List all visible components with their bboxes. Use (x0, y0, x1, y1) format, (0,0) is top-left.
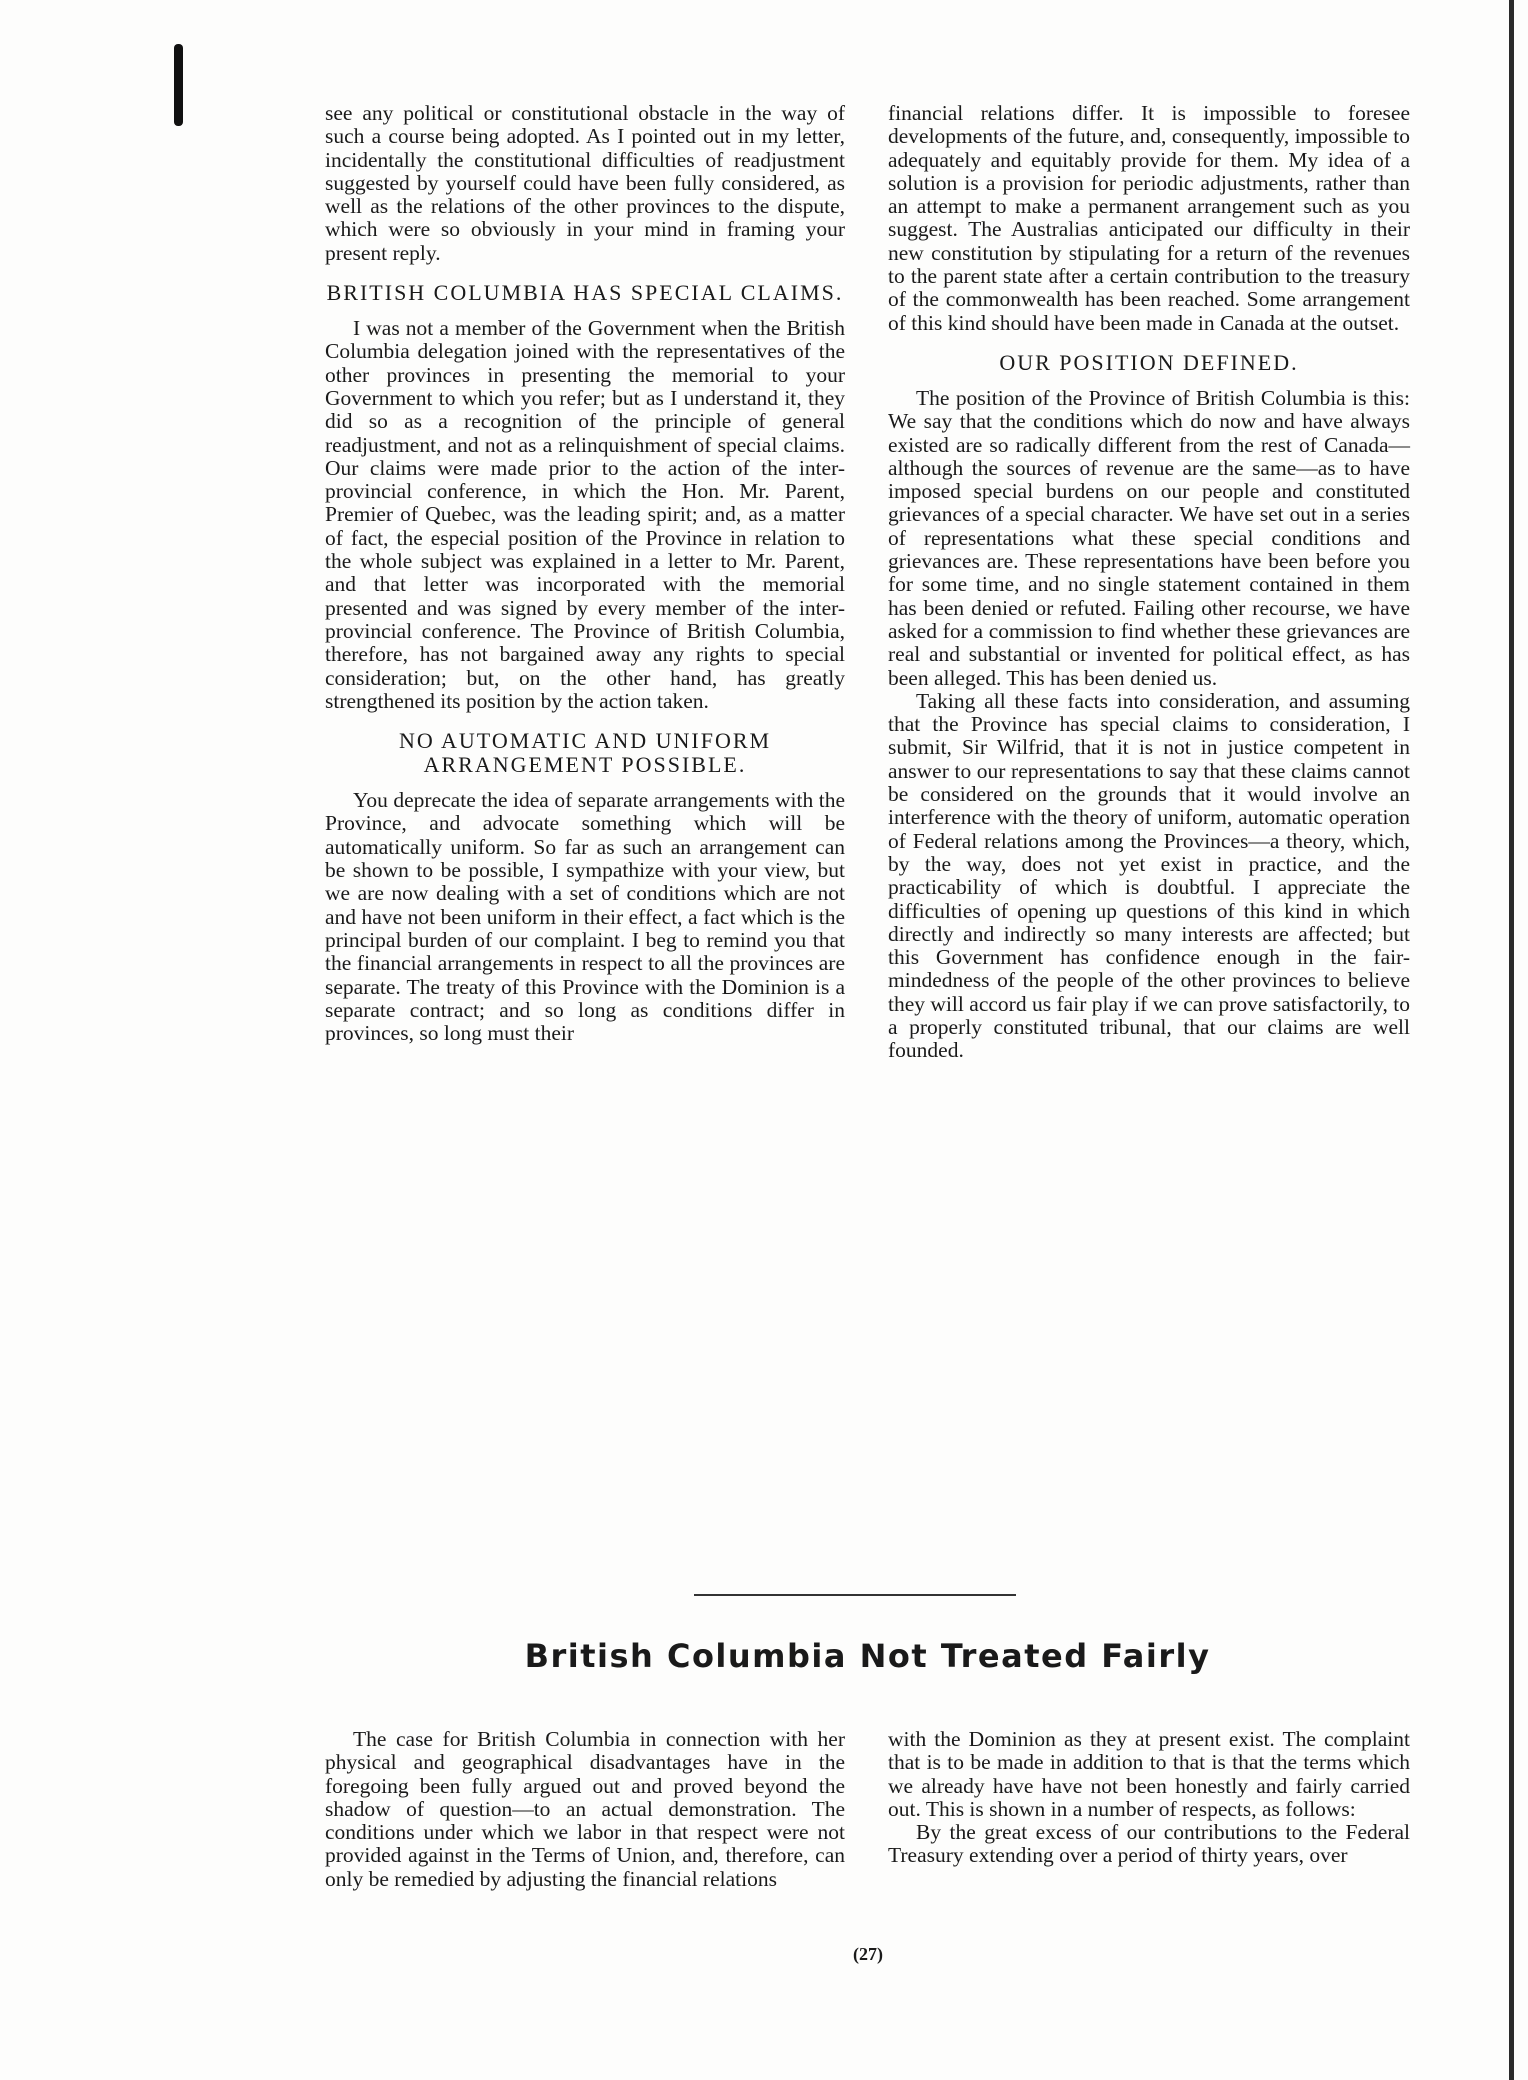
paragraph-no-automatic: You deprecate the idea of separate arrangements with the Province, and advocate something which will be automatically uniform. So far as such an arrangement can be shown to be possible, I sympathize with your view, but we are now dealing with a set of conditions which are not and have not been uniform in their effect, a fact which is the principal burden of our complaint. I beg to remind you that the financial arrangements in respect to all the provinces are separate. The treaty of this Province with the Dominion is a separate contract; and so long as conditions differ in provinces, so long must their (325, 788, 845, 1046)
paragraph-great-excess: By the great excess of our contributions to the Federal Treasury extending over a period of thirty years, over (888, 1820, 1410, 1868)
section-heading: British Columbia Not Treated Fairly (524, 1637, 1211, 1675)
heading-position-defined: OUR POSITION DEFINED. (999, 349, 1299, 375)
heading-special-claims: BRITISH COLUMBIA HAS SPECIAL CLAIMS. (326, 280, 844, 306)
page-number: (27) (853, 1944, 883, 1964)
column-right-lower (888, 1728, 1410, 1868)
section-divider-rule (694, 1594, 1016, 1596)
page-edge-shadow (1509, 0, 1514, 2080)
paragraph-special-claims: I was not a member of the Government when the British Columbia delegation joined with the representatives of the other provinces in presenting the memorial to your Government to which you refer; but as I understand it, they did so as a recognition of the principle of general readjustment, and not as a relinquishment of special claims. Our claims were made prior to the action of the inter-provincial conference, in which the Hon. Mr. Parent, Premier of Quebec, was the leading spirit; and, as a matter of fact, the especial position of the Province in relation to the whole subject was explained in a letter to Mr. Parent, and that letter was incorporated with the memorial presented and was signed by every member of the inter-provincial conference. The Province of British Columbia, therefore, has not bargained away any rights to special consideration; but, on the other hand, has greatly strengthened its position by the action taken. (325, 316, 845, 713)
paragraph-position-defined: The position of the Province of British Columbia is this: We say that the conditions which do now and have always existed are so radically different from the rest of Canada—although the sources of revenue are the same—as to have imposed special burdens on our people and constituted grievances of a special character. We have set out in a series of representations what these special conditions and grievances are. These representations have been before you for some time, and no single statement contained in them has been denied or refuted. Failing other recourse, we have asked for a commission to find whether these grievances are real and substantial or invented for political effect, as has been alleged. This has been denied us. (888, 385, 1410, 690)
paragraph-continuation: financial relations differ. It is impossible to foresee developments of the future, and, consequently, impossible to adequately and equitably provide for them. My idea of a solution is a provision for periodic adjustments, rather than an attempt to make a permanent arrangement such as you suggest. The Australias anticipated our difficulty in their new constitution by stipulating for a return of the revenues to the parent state after a certain contribution to the treasury of the commonwealth has been reached. Some arrangement of this kind should have been made in Canada at the outset. (888, 101, 1410, 335)
paragraph-with-dominion: with the Dominion as they at present exist. The complaint that is to be made in addition to that is that the terms which we already have have not been honestly and fairly carried out. This is shown in a number of respects, as follows: (888, 1727, 1410, 1821)
heading-no-automatic: NO AUTOMATIC AND UNIFORM ARRANGEMENT POSSIBLE. (398, 728, 772, 778)
paragraph-intro: see any political or constitutional obstacle in the way of such a course being adopted. As I pointed out in my letter, incidentally the constitutional difficulties of readjustment suggested by yourself could have been fully considered, as well as the relations of the other provinces to the dispute, which were so obviously in your mind in framing your present reply. (325, 101, 845, 265)
binding-mark (174, 44, 183, 126)
column-left-lower (325, 1728, 845, 1891)
paragraph-case: The case for British Columbia in connection with her physical and geographical disadvantages have in the foregoing been fully argued out and proved beyond the shadow of question—to an actual demonstration. The conditions under which we labor in that respect were not provided against in the Terms of Union, and, therefore, can only be remedied by adjusting the financial relations (325, 1727, 845, 1891)
paragraph-taking-facts: Taking all these facts into consideration, and assuming that the Province has special claims to consideration, I submit, Sir Wilfrid, that it is not in justice competent in answer to our representations to say that these claims cannot be considered on the grounds that it would involve an interference with the theory of uniform, automatic operation of Federal relations among the Provinces—a theory, which, by the way, does not yet exist in practice, and the practicability of which is doubtful. I appreciate the difficulties of opening up questions of this kind in which directly and indirectly so many interests are affected; but this Government has confidence enough in the fair-mindedness of the people of the other provinces to believe they will accord us fair play if we can prove satisfactorily, to a properly constituted tribunal, that our claims are well founded. (888, 688, 1410, 1063)
column-left-upper (325, 102, 845, 1045)
column-right-upper (888, 102, 1410, 1063)
